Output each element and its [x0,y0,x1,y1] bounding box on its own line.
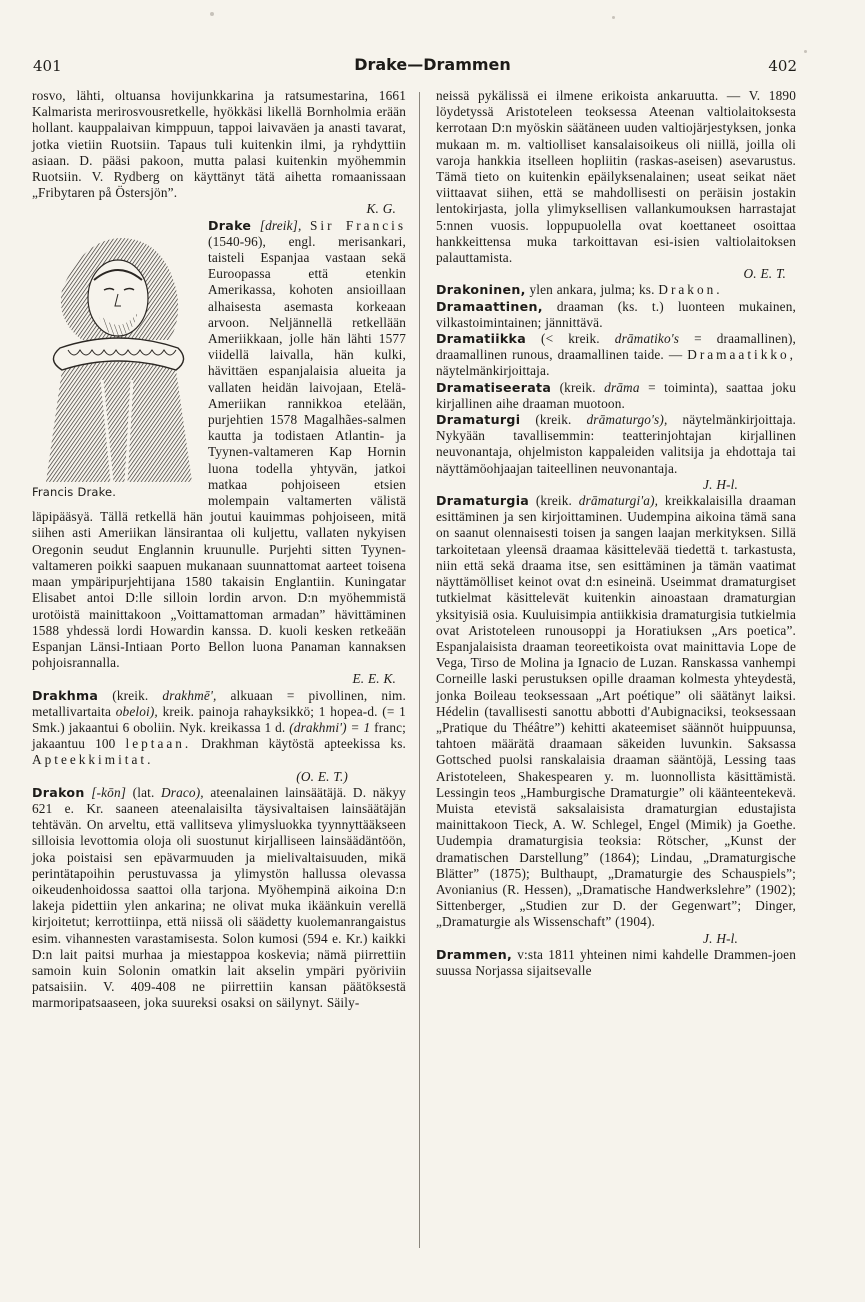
entry-drakoninen: Drakoninen, ylen ankara, julma; ks. Drakon. [436,282,723,298]
entry-headword: Dramaturgi [436,412,521,428]
left-column [32,88,406,1012]
paper-speck [804,50,807,53]
entry-headword: Drakon [32,784,85,800]
entry-drakhma: Drakhma (kreik. drakhmē', alkuaan = pivollinen, nim. metallivartaita obeloi), kreik. painoja rahayksikkö; 1 hopea-d. (= 1 Smk.) jakaantui 6 oboliin. Nyk. kreikassa 1 d. (drakhmi') = 1 franc; jakaantuu 100 leptaan. Drakhman käytöstä apteekissa ks. Apteekkimitat. [32,687,407,768]
page-header [0,54,865,78]
entry-headword: Drammen, [436,946,513,962]
entry-headword: Drake [208,217,252,233]
author-signature: (O. E. T.) [296,768,348,784]
author-signature: K. G. [366,201,396,217]
entry-dramatiikka: Dramatiikka (< kreik. drāmatiko's = draamallinen), draamallinen runous, draamallinen taide. — Dramaatikko, näytelmänkirjoittaja. [436,331,797,379]
entry-dramaturgia: Dramaturgia (kreik. drāmaturgi'a), kreikkalaisilla draaman esittäminen ja sen kirjoittaminen. Uudempina aikoina tämä sana on saanut olennaisesti toisen ja sangen laajan merkityksen. Sillä tarkoitetaan yleensä draamaa käsittelevää tiedettä t. tarkastusta, niin että sekä draama itse, sen esittäminen ja tämän vaatimat näyttämölliset keinot ovat d:n esineinä. Useimmat dramaturgiset tutkielmat käsittelevät kuitenkin ainoastaan dramaturgian yksityisiä osia. Kuuluisimpia antiikkisia dramaturgisia tutkielmia ovat Aristoteleen runousoppi ja Horatiuksen „Ars poetica”. Espanjalaisista draaman teoreetikoista ovat mainittavia Lope de Vega, Tirso de Molina ja Ignacio de Luzan. Ranskassa vanhempi Corneille laski perustuksen opille draaman kolmesta yhteydestä, jonka Boileau teoksessaan „Art poétique” oli säätänyt laiksi. Hédelin (tavallisesti sanottu abbotti d'Aubignaciksi, teoksessaan „Pratique du Théâtre”) kehitti akateemiset säännöt huippuunsa, tahtoen määrätä draamaan säkeiden luvunkin. Saksassa Gottsched puolsi ranskalaisia draaman sääntöjä, Lessing taas Aristoteleen, Shakespearen y. m. luonnollista käsittämistä. Lessingin teos „Hamburgische Dramaturgie” oli käänteentekevä. Muista etevistä saksalaisista dramaturgian edustajista mainittakoon Tieck, A. W. Schlegel, Engel (Mimik) ja Goethe. Uudempia dramaturgisia teoksia: Rötscher, „Kunst der dramatischen Darstellung” (1864); Lindau, „Dramaturgische Blätter” (1875); Bulthaupt, „Dramaturgie des Schauspiels”; Avonianius (R. Hessen), „Dramatische Handwerkslehre” (1902); Sittenberger, „Studien zur D. der Gegenwart”; Dinger, „Dramaturgie als Wissenschaft” (1904). [436,493,797,930]
portrait-caption: Francis Drake. [32,484,117,499]
entry-headword: Dramatiseerata [436,379,552,395]
author-signature: E. E. K. [352,671,396,687]
page-number-left: 401 [33,57,62,75]
running-title: Drake—Drammen [354,55,511,74]
entry-headword: Dramatiikka [436,331,526,347]
entry-drakon-continued: neissä pykälissä ei ilmene erikoista ankaruutta. — V. 1890 löydetyssä Aristoteleen teoksessa Ateenan valtiolaitoksesta kerrotaan D:n myöskin säätäneen uuden valtiojärjestyksen, jonka mukaan m. m. valtiolliset kansalaisoikeus oli niillä, joilla oli varoja hankkia itselleen hopliitin (raskas-aseisen) asevarustus. Tämä tieto on kuitenkin epäilyksenalainen; useat seikat näet viittaavat siihen, että se mahdollisesti on peräisin jostakin lentokirjasta, jolla ylimyksellisen vallankumouksen harrastajat 5:nnen vuosis. loppupuolella ovat koettaneet osoittaa hankkeittensa muka tarkoittavan esi-isien valtiolaitoksen palauttamista. [436,88,796,266]
entry-headword: Drakhma [32,687,99,703]
entry-headword: Drakoninen, [436,282,526,298]
entry-dramatiseerata: Dramatiseerata (kreik. drāma = toiminta), saattaa joku kirjallinen aihe draaman muotoon. [436,379,797,411]
author-signature: J. H-l. [703,476,738,492]
paper-speck [612,16,615,19]
column-divider [419,92,420,1248]
entry-drammen: Drammen, v:sta 1811 yhteinen nimi kahdelle Drammen-joen suussa Norjassa sijaitsevalle [436,946,796,978]
entry-drake: Drake [dreik], Sir Francis Francis Drake. (1540-96), engl. merisankari, taisteli Espanjaa vastaan sekä Euroopassa että etenkin Amerikassa, kohoten ansioillaan alhaisesta asemasta korkeaan arvoon. Neljännellä retkellään Ameriikkaan, jolle hän lähti 1577 viidellä laivalla, hän kulki, hävittäen espanjalaisia alueita ja vallaten heidän laivojaan, Etelä-Ameriikan rannikkoa etelään, purjehtien 1578 Magalhães-salmen kautta ja todistaen Atlantin- ja Tyynen-valtameren Kap Hornin luona todella yhtyvän, jatkoi matkaa pohjoiseen etsien molempain valtamerten välistä läpipääsyä. Tällä retkellä hän joutui kauimmas pohjoiseen, mitä siihen asti Ameriikan länsirantaa oli kuljettu, vallaten nykyisen Oregonin seudut Englannin kruunulle. Purjehti sitten Tyynen-valtameren poikki saapuen mukanaan suunnattomat aarteet toisena maan ympäripurjehtijana 1580 takaisin Englantiin. Kuningatar Elisabet antoi D:lle silloin lordin arvon. D:n myöhemmistä urotöistä mainittakoon „Voittamattoman armadan” hävittäminen 1588 yhdessä lordi Howardin kanssa. D. kuoli kesken retkeään Espanjan Länsi-Intiaan Porto Bellon luona Panaman kannaksen pohjoisrannalla. [32,217,406,671]
portrait-figure [32,220,200,508]
entry-headword: Dramaturgia [436,493,530,509]
entry-dramaturgi: Dramaturgi (kreik. drāmaturgo's), näytelmänkirjoittaja. Nykyään tavallisemmin: teatterinjohtajan kirjallinen neuvonantaja, ohjelmiston kappaleiden valitsija ja ehdottaja tai näyttämöohjaajan taiteellinen neuvonantaja. [436,412,797,476]
paper-speck [210,12,214,16]
author-signature: J. H-l. [703,930,738,946]
entry-headword: Dramaattinen, [436,298,543,314]
entry-continuation: rosvo, lähti, oltuansa hovijunkkarina ja ratsumestarina, 1661 Kalmarista merirosvousretkelle, hyökkäsi likellä Bornholmia erään hollant. kauppalaivan kimppuun, tappoi laivaväen ja anasti tavarat, jotka vietiin Ruotsiin. Tapaus tuli kuitenkin ilmi, ja ryhdyttiin asiaan. D. pääsi pakoon, mutta palasi kuitenkin myöhemmin Ruotsiin. V. Rydberg on käyttänyt tätä aihetta romaanissaan „Fribytaren på Östersjön”. [32,88,406,201]
right-column [436,88,796,979]
author-signature: O. E. T. [743,266,786,282]
page-number-right: 402 [768,57,797,75]
entry-dramaattinen: Dramaattinen, draaman (ks. t.) luonteen mukainen, vilkastoimintainen; jännittävä. [436,298,796,330]
entry-drakon: Drakon [-kōn] (lat. Draco), ateenalainen lainsäätäjä. D. näkyy 621 e. Kr. saaneen ateenalaisilta täysivaltaisen lainsäätäjän tehtävän. On arveltu, että vallitseva ylimysluokka tyynnyttääkseen silloisia levottomia oloja oli suostunut kirjalliseen lainsäädäntöön, joka poistaisi sen epävarmuuden ja mielivaltaisuuden, mikä perintätapoihin perustuvassa ja ylimystön hallussa olevassa oikeudenhoidossa saattoi olla tarjona. Myöhempinä aikoina D:n lakeja pidettiin ylen ankarina; ne olivat muka ikäänkuin verellä kirjoitetut; kerrottiinpa, että niissä oli säädetty kuolemanrangaistus esim. vihannesten varastamisesta. Solon kumosi (594 e. Kr.) kaikki D:n lait paitsi murhaa ja miestappoa koskevia; nämä piirrettiin samoin kuin Solonin omatkin lait akselin ympäri pyöriviin patsaisiin. V. 409-408 ne piirrettiin kansan päätöksestä marmoripatsaaseen, joka suureksi osaksi on säilynyt. Säily- [32,784,406,1011]
francis-drake-portrait [42,220,194,482]
